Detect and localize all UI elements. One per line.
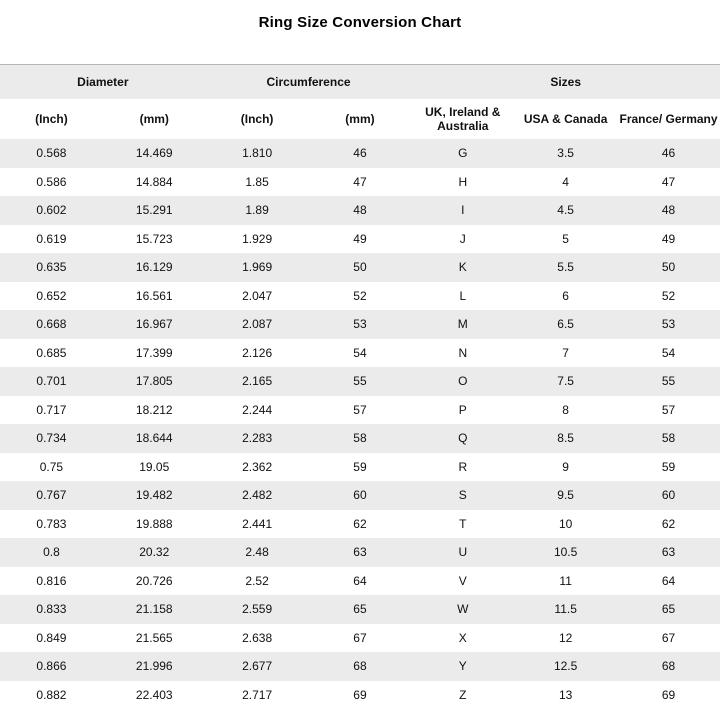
table-cell: W [457,602,469,617]
table-row [0,196,720,225]
table-cell: X [458,630,467,645]
table-cell: 0.866 [36,659,67,674]
table-cell: 62 [353,516,367,531]
table-cell: 2.126 [242,345,273,360]
table-cell: 18.212 [135,402,173,417]
table-cell: 57 [661,402,676,417]
table-row [0,681,720,710]
table-cell: U [458,545,468,560]
table-cell: 15.723 [135,231,173,246]
table-row [0,282,720,311]
table-cell: P [458,402,467,417]
table-cell: 19.888 [135,516,173,531]
table-cell: 52 [661,288,676,303]
table-cell: 3.5 [557,146,574,161]
table-cell: 64 [661,573,676,588]
table-cell: 4.5 [557,203,574,218]
table-cell: 48 [661,203,676,218]
table-cell: 0.783 [36,516,67,531]
table-cell: 60 [661,488,676,503]
table-cell: 16.129 [135,260,173,275]
table-cell: 67 [661,630,676,645]
group-header-row [0,65,720,100]
table-cell: 2.717 [242,687,273,702]
table-cell: 63 [661,545,676,560]
table-cell: Z [459,687,467,702]
table-cell: 49 [661,231,676,246]
table-cell: 8.5 [557,431,574,446]
table-cell: 16.967 [135,317,173,332]
table-cell: 14.884 [135,174,173,189]
table-cell: 52 [353,288,367,303]
table-row [0,396,720,425]
table-cell: J [459,231,466,246]
table-row [0,253,720,282]
table-row [0,624,720,653]
table-cell: 48 [353,203,367,218]
table-cell: 10 [558,516,573,531]
table-row [0,310,720,339]
table-cell: 9.5 [557,488,574,503]
table-cell: 2.52 [245,573,269,588]
table-cell: 9 [562,459,569,474]
table-row [0,510,720,539]
table-cell: 0.75 [39,459,64,474]
group-header-diameter: Diameter [0,65,206,100]
table-cell: 59 [661,459,676,474]
table-cell: 13 [558,687,573,702]
table-cell: 47 [353,174,367,189]
group-header-sizes: Sizes [411,65,720,100]
table-cell: 1.929 [242,231,273,246]
page-title: Ring Size Conversion Chart [258,14,462,31]
table-cell: 47 [661,174,676,189]
table-cell: 21.565 [135,630,173,645]
table-cell: G [458,146,468,161]
table-cell: 54 [353,345,367,360]
table-cell: 50 [661,260,676,275]
table-body [0,139,720,709]
table-cell: 7.5 [557,374,574,389]
table-cell: 0.668 [36,317,67,332]
table-cell: 46 [661,146,676,161]
column-header-circumference-mm: (mm) [309,99,412,139]
table-cell: 68 [661,659,676,674]
column-header-circumference-inch: (Inch) [206,99,309,139]
table-cell: L [459,288,467,303]
table-cell: 65 [353,602,367,617]
table-cell: 1.810 [242,146,273,161]
table-cell: 0.816 [36,573,67,588]
table-cell: 0.619 [36,231,67,246]
table-cell: O [458,374,468,389]
table-cell: 4 [562,174,569,189]
table-cell: 8 [562,402,569,417]
table-cell: 0.685 [36,345,67,360]
table-cell: 0.882 [36,687,67,702]
table-cell: 57 [353,402,367,417]
table-cell: 69 [661,687,676,702]
table-cell: 6 [562,288,569,303]
table-cell: I [461,203,465,218]
table-cell: 2.482 [242,488,273,503]
table-cell: Y [458,659,467,674]
table-cell: 0.849 [36,630,67,645]
table-cell: 0.652 [36,288,67,303]
table-cell: 20.32 [139,545,170,560]
table-cell: 67 [353,630,367,645]
table-cell: 58 [353,431,367,446]
table-cell: 5 [562,231,569,246]
table-cell: 12 [558,630,573,645]
table-cell: N [458,345,468,360]
table-cell: 0.8 [43,545,60,560]
table-cell: 7 [562,345,569,360]
table-cell: 0.602 [36,203,67,218]
table-cell: 46 [353,146,367,161]
table-cell: 2.087 [242,317,273,332]
table-cell: 2.638 [242,630,273,645]
table-header [0,65,720,140]
table-row [0,595,720,624]
table-cell: S [458,488,467,503]
table-cell: 54 [661,345,676,360]
group-header-circumference: Circumference [206,65,412,100]
table-cell: 20.726 [135,573,173,588]
table-cell: H [458,174,468,189]
table-cell: 2.677 [242,659,273,674]
table-cell: 65 [661,602,676,617]
table-cell: 68 [353,659,367,674]
table-cell: 55 [353,374,367,389]
table-cell: 2.165 [242,374,273,389]
table-cell: 50 [353,260,367,275]
table-cell: 0.833 [36,602,67,617]
table-cell: 11.5 [554,602,577,617]
table-cell: 62 [661,516,676,531]
table-cell: 0.568 [36,146,67,161]
table-cell: 0.635 [36,260,67,275]
table-cell: R [458,459,468,474]
table-cell: 55 [661,374,676,389]
table-cell: 0.734 [36,431,67,446]
table-cell: 16.561 [135,288,173,303]
table-cell: 21.996 [135,659,173,674]
table-cell: 15.291 [135,203,173,218]
table-cell: 53 [353,317,367,332]
ring-size-conversion-table [0,64,720,709]
table-cell: 63 [353,545,367,560]
table-cell: 58 [661,431,676,446]
table-cell: Q [458,431,468,446]
table-row [0,538,720,567]
table-row [0,567,720,596]
table-cell: V [458,573,467,588]
table-cell: 1.89 [245,203,269,218]
table-cell: 11 [559,573,572,588]
table-row [0,453,720,482]
table-cell: 2.48 [245,545,269,560]
table-cell: 0.701 [36,374,67,389]
table-cell: 2.283 [242,431,273,446]
table-row [0,339,720,368]
table-cell: 60 [353,488,367,503]
table-cell: 10.5 [553,545,578,560]
table-cell: 18.644 [135,431,173,446]
table-cell: 0.767 [36,488,67,503]
table-cell: 53 [661,317,676,332]
table-cell: 0.586 [36,174,67,189]
table-cell: 2.559 [242,602,273,617]
sub-header-row [0,99,720,139]
table-cell: 21.158 [135,602,173,617]
table-cell: 0.717 [36,402,67,417]
table-cell: 64 [353,573,367,588]
table-row [0,139,720,168]
table-cell: 19.05 [139,459,170,474]
table-cell: 69 [353,687,367,702]
table-cell: 5.5 [557,260,574,275]
column-header-diameter-mm: (mm) [103,99,206,139]
table-cell: 22.403 [135,687,173,702]
table-cell: M [457,317,468,332]
table-cell: 59 [353,459,367,474]
table-cell: 1.85 [245,174,269,189]
column-header-usa-canada: USA & Canada [514,99,617,139]
column-header-france-germany: France/ Germany [617,99,720,139]
table-cell: 14.469 [135,146,173,161]
table-row [0,168,720,197]
table-row [0,424,720,453]
table-cell: 6.5 [557,317,574,332]
table-cell: 2.441 [242,516,273,531]
column-header-diameter-inch: (Inch) [0,99,103,139]
table-cell: K [458,260,467,275]
table-cell: 17.805 [135,374,173,389]
table-cell: 2.244 [242,402,273,417]
table-cell: T [459,516,467,531]
table-cell: 2.047 [242,288,273,303]
table-cell: 19.482 [135,488,173,503]
table-row [0,225,720,254]
table-row [0,652,720,681]
table-cell: 49 [353,231,367,246]
table-cell: 12.5 [553,659,578,674]
table-row [0,481,720,510]
table-cell: 17.399 [135,345,173,360]
table-cell: 1.969 [242,260,273,275]
table-cell: 2.362 [242,459,273,474]
column-header-uk-ireland-australia: UK, Ireland & Australia [411,99,514,139]
table-row [0,367,720,396]
